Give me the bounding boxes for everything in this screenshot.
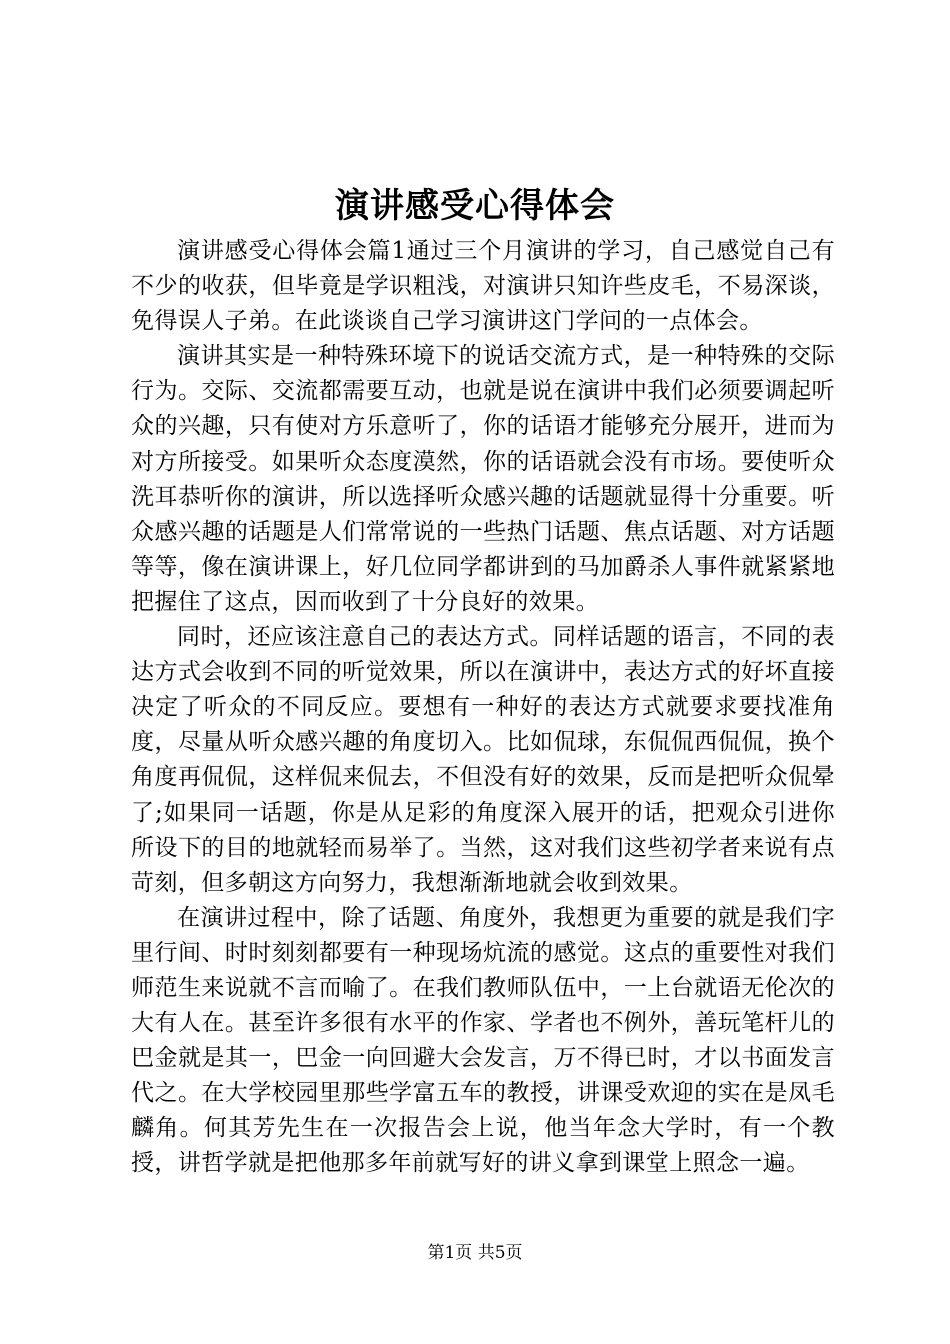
paragraph-3: 同时，还应该注意自己的表达方式。同样话题的语言，不同的表达方式会收到不同的听觉效果，所以在演讲中，表达方式的好坏直接决定了听众的不同反应。要想有一种好的表达方式就要求要找准角度，尽量从听众感兴趣的角度切入。比如侃球，东侃侃西侃侃，换个角度再侃侃，这样侃来侃去，不但没有好的效果，反而是把听众侃晕了;如果同一话题，你是从足彩的角度深入展开的话，把观众引进你所设下的目的地就轻而易举了。当然，这对我们这些初学者来说有点苛刻，但多朝这方向努力，我想渐渐地就会收到效果。 [131,624,835,896]
document-title: 演讲感受心得体会 [335,186,615,226]
paragraph-1: 演讲感受心得体会篇1通过三个月演讲的学习，自己感觉自己有不少的收获，但毕竟是学识粗浅，对演讲只知许些皮毛，不易深谈，免得误人子弟。在此谈谈自己学习演讲这门学问的一点体会。 [131,238,835,335]
paragraph-4: 在演讲过程中，除了话题、角度外，我想更为重要的就是我们字里行间、时时刻刻都要有一种现场炕流的感觉。这点的重要性对我们师范生来说就不言而喻了。在我们教师队伍中，一上台就语无伦次的大有人在。甚至许多很有水平的作家、学者也不例外，善玩笔杆儿的巴金就是其一，巴金一向回避大会发言，万不得已时，才以书面发言代之。在大学校园里那些学富五车的教授，讲课受欢迎的实在是凤毛麟角。何其芳先生在一次报告会上说，他当年念大学时，有一个教授，讲哲学就是把他那多年前就写好的讲义拿到课堂上照念一遍。 [131,904,835,1177]
page-footer: 第1页 共5页 [427,1243,523,1263]
document-body [131,234,835,1182]
paragraph-2: 演讲其实是一种特殊环境下的说话交流方式，是一种特殊的交际行为。交际、交流都需要互动，也就是说在演讲中我们必须要调起听众的兴趣，只有使对方乐意听了，你的话语才能够充分展开，进而为对方所接受。如果听众态度漠然，你的话语就会没有市场。要使听众洗耳恭听你的演讲，所以选择听众感兴趣的话题就显得十分重要。听众感兴趣的话题是人们常常说的一些热门话题、焦点话题、对方话题等等，像在演讲课上，好几位同学都讲到的马加爵杀人事件就紧紧地把握住了这点，因而收到了十分良好的效果。 [131,343,835,615]
